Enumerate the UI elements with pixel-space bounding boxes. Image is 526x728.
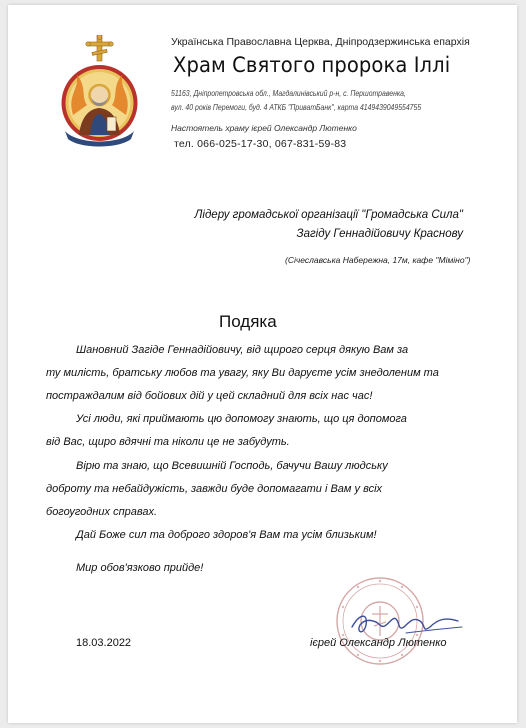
recipient-address: (Січеславська Набережна, 17м, кафе "Міміно")	[285, 255, 471, 265]
body-line: богоугодних справах.	[46, 506, 158, 518]
temple-name: Храм Святого пророка Іллі	[173, 53, 451, 77]
body-line: Усі люди, які приймають цю допомогу знають, що ця допомога	[76, 413, 407, 425]
body-line: Шановний Загіде Геннадійовичу, від щирого серця дякую Вам за	[76, 344, 409, 356]
body-line: постраждалим від бойових дій у цей складний для всіх нас час!	[46, 390, 373, 402]
phone-numbers: тел. 066-025-17-30, 067-831-59-83	[174, 138, 347, 150]
body-line: доброту та небайдужість, завжди буде допомагати і Вам у всіх	[46, 483, 383, 495]
diocese-name: Українська Православна Церква, Дніпродзержинська епархія	[171, 36, 470, 48]
body-line: Дай Боже сил та доброго здоров'я Вам та усім близьким!	[76, 529, 377, 541]
body-line: ту милість, братську любов та увагу, яку Ви даруєте усім знедоленим та	[46, 367, 439, 379]
letter-page	[8, 5, 517, 723]
closing-line: Мир обов'язково прийде!	[76, 562, 204, 574]
address-line-1: 51163, Дніпропетровська обл., Магдалинівський р-н, с. Першотравенка,	[171, 89, 406, 98]
letter-title: Подяка	[219, 312, 277, 331]
letter-date: 18.03.2022	[76, 637, 132, 649]
church-emblem-icon	[57, 35, 142, 150]
recipient-organization: Лідеру громадської організації "Громадська Сила"	[194, 209, 463, 221]
recipient-name: Загіду Геннадійовичу Краснову	[296, 228, 463, 240]
body-line: від Вас, щиро вдячні та ніколи це не забудуть.	[46, 436, 290, 448]
rector-line: Настоятель храму ієрей Олександр Лютенко	[171, 123, 357, 133]
signatory-name: ієрей Олександр Лютенко	[310, 637, 447, 649]
address-line-2: вул. 40 років Перемоги, буд. 4 АТКБ "ПриватБанк", карта 4149439049554755	[171, 103, 422, 112]
body-line: Вірю та знаю, що Всевишній Господь, бачучи Вашу людську	[76, 460, 388, 472]
